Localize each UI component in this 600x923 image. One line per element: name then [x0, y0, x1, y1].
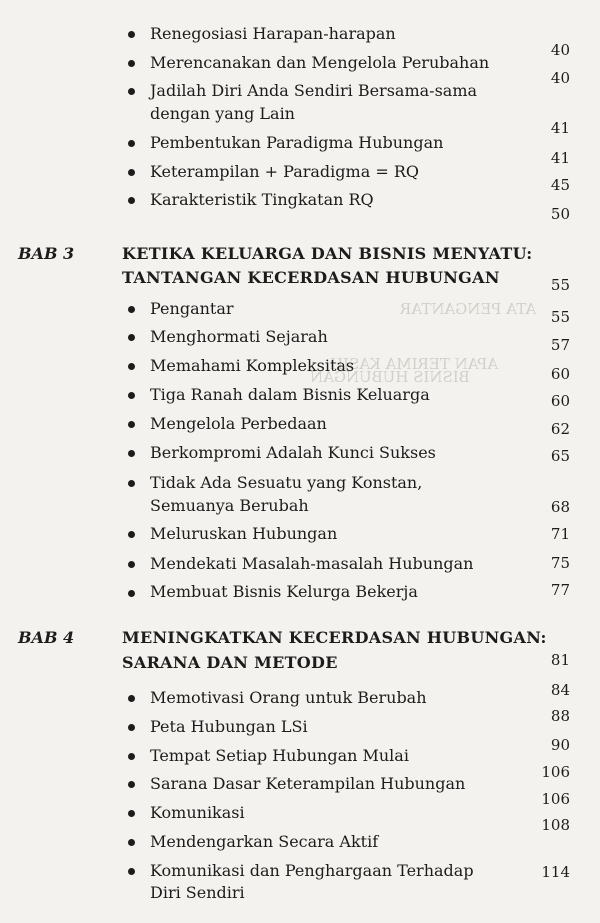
page-number: 55 — [550, 308, 570, 326]
bullet-icon — [128, 197, 135, 204]
chapter-page-number: 55 — [550, 276, 570, 294]
bullet-icon — [128, 480, 135, 487]
bleed-through-text: BISNIS HUBUNGAN — [310, 368, 470, 386]
toc-entry[interactable]: Tempat Setiap Hubungan Mulai — [150, 746, 409, 765]
toc-entry[interactable]: Mendengarkan Secara Aktif — [150, 832, 379, 851]
toc-entry[interactable]: Sarana Dasar Keterampilan Hubungan — [150, 774, 466, 793]
page-number: 41 — [550, 119, 570, 137]
toc-entry[interactable]: Berkompromi Adalah Kunci Sukses — [150, 443, 436, 462]
chapter-title-line1[interactable]: MENINGKATKAN KECERDASAN HUBUNGAN: — [122, 628, 547, 647]
toc-entry[interactable]: Keterampilan + Paradigma = RQ — [150, 162, 419, 181]
bullet-icon — [128, 839, 135, 846]
page-number: 45 — [550, 176, 570, 194]
page-number: 50 — [550, 205, 570, 223]
toc-entry[interactable]: Mendekati Masalah-masalah Hubungan — [150, 554, 474, 573]
page-number: 114 — [541, 863, 570, 881]
bullet-icon — [128, 695, 135, 702]
toc-entry[interactable]: Mengelola Perbedaan — [150, 414, 327, 433]
bullet-icon — [128, 169, 135, 176]
page-number: 60 — [550, 392, 570, 410]
bullet-icon — [128, 781, 135, 788]
toc-entry[interactable]: Peta Hubungan LSi — [150, 717, 308, 736]
page-number: 41 — [550, 149, 570, 167]
bullet-icon — [128, 421, 135, 428]
page-number: 40 — [550, 69, 570, 87]
page-number: 57 — [550, 336, 570, 354]
toc-entry[interactable]: Karakteristik Tingkatan RQ — [150, 190, 374, 209]
bullet-icon — [128, 363, 135, 370]
toc-entry-line1[interactable]: Komunikasi dan Penghargaan Terhadap — [150, 861, 474, 880]
toc-entry[interactable]: Pembentukan Paradigma Hubungan — [150, 133, 444, 152]
bullet-icon — [128, 88, 135, 95]
toc-entry[interactable]: Pengantar — [150, 299, 234, 318]
bullet-icon — [128, 306, 135, 313]
bullet-icon — [128, 753, 135, 760]
page-number: 75 — [550, 554, 570, 572]
chapter-page-number: 81 — [550, 651, 570, 669]
page-number: 40 — [550, 41, 570, 59]
chapter-title-line1[interactable]: KETIKA KELUARGA DAN BISNIS MENYATU: — [122, 244, 533, 263]
page-number: 62 — [550, 420, 570, 438]
page-number: 65 — [550, 447, 570, 465]
bullet-icon — [128, 31, 135, 38]
toc-entry[interactable]: Memahami Kompleksitas — [150, 356, 355, 375]
page-number: 77 — [550, 581, 570, 599]
page-number: 106 — [541, 763, 570, 781]
toc-entry[interactable]: Komunikasi — [150, 803, 245, 822]
toc-entry[interactable]: Meluruskan Hubungan — [150, 524, 338, 543]
page-number: 84 — [550, 681, 570, 699]
chapter-label: BAB 4 — [18, 628, 75, 647]
toc-entry-line1[interactable]: Jadilah Diri Anda Sendiri Bersama-sama — [150, 81, 478, 100]
toc-entry[interactable]: Tiga Ranah dalam Bisnis Keluarga — [150, 385, 430, 404]
toc-entry[interactable]: Membuat Bisnis Kelurga Bekerja — [150, 582, 418, 601]
page-number: 88 — [550, 707, 570, 725]
bullet-icon — [128, 724, 135, 731]
bullet-icon — [128, 450, 135, 457]
page-number: 108 — [541, 816, 570, 834]
bullet-icon — [128, 140, 135, 147]
page-number: 71 — [550, 525, 570, 543]
page-number: 68 — [550, 498, 570, 516]
toc-entry-line2[interactable]: dengan yang Lain — [150, 104, 295, 123]
bullet-icon — [128, 810, 135, 817]
bleed-through-text: APAN TERIMA KASIH — [330, 355, 499, 373]
page-number: 60 — [550, 365, 570, 383]
bullet-icon — [128, 334, 135, 341]
toc-entry-line1[interactable]: Tidak Ada Sesuatu yang Konstan, — [150, 473, 423, 492]
toc-entry[interactable]: Renegosiasi Harapan-harapan — [150, 24, 396, 43]
bullet-icon — [128, 590, 135, 597]
toc-entry-line2[interactable]: Diri Sendiri — [150, 883, 245, 902]
chapter-title-line2[interactable]: TANTANGAN KECERDASAN HUBUNGAN — [122, 268, 500, 287]
chapter-label: BAB 3 — [18, 244, 75, 263]
toc-entry[interactable]: Memotivasi Orang untuk Berubah — [150, 688, 427, 707]
bullet-icon — [128, 531, 135, 538]
page-number: 90 — [550, 736, 570, 754]
bullet-icon — [128, 561, 135, 568]
page-number: 106 — [541, 790, 570, 808]
toc-entry[interactable]: Merencanakan dan Mengelola Perubahan — [150, 53, 490, 72]
bullet-icon — [128, 392, 135, 399]
toc-entry[interactable]: Menghormati Sejarah — [150, 327, 328, 346]
bleed-through-text: ATA PENGANTAR — [400, 300, 537, 318]
bullet-icon — [128, 60, 135, 67]
chapter-title-line2[interactable]: SARANA DAN METODE — [122, 653, 338, 672]
toc-entry-line2[interactable]: Semuanya Berubah — [150, 496, 309, 515]
bullet-icon — [128, 868, 135, 875]
